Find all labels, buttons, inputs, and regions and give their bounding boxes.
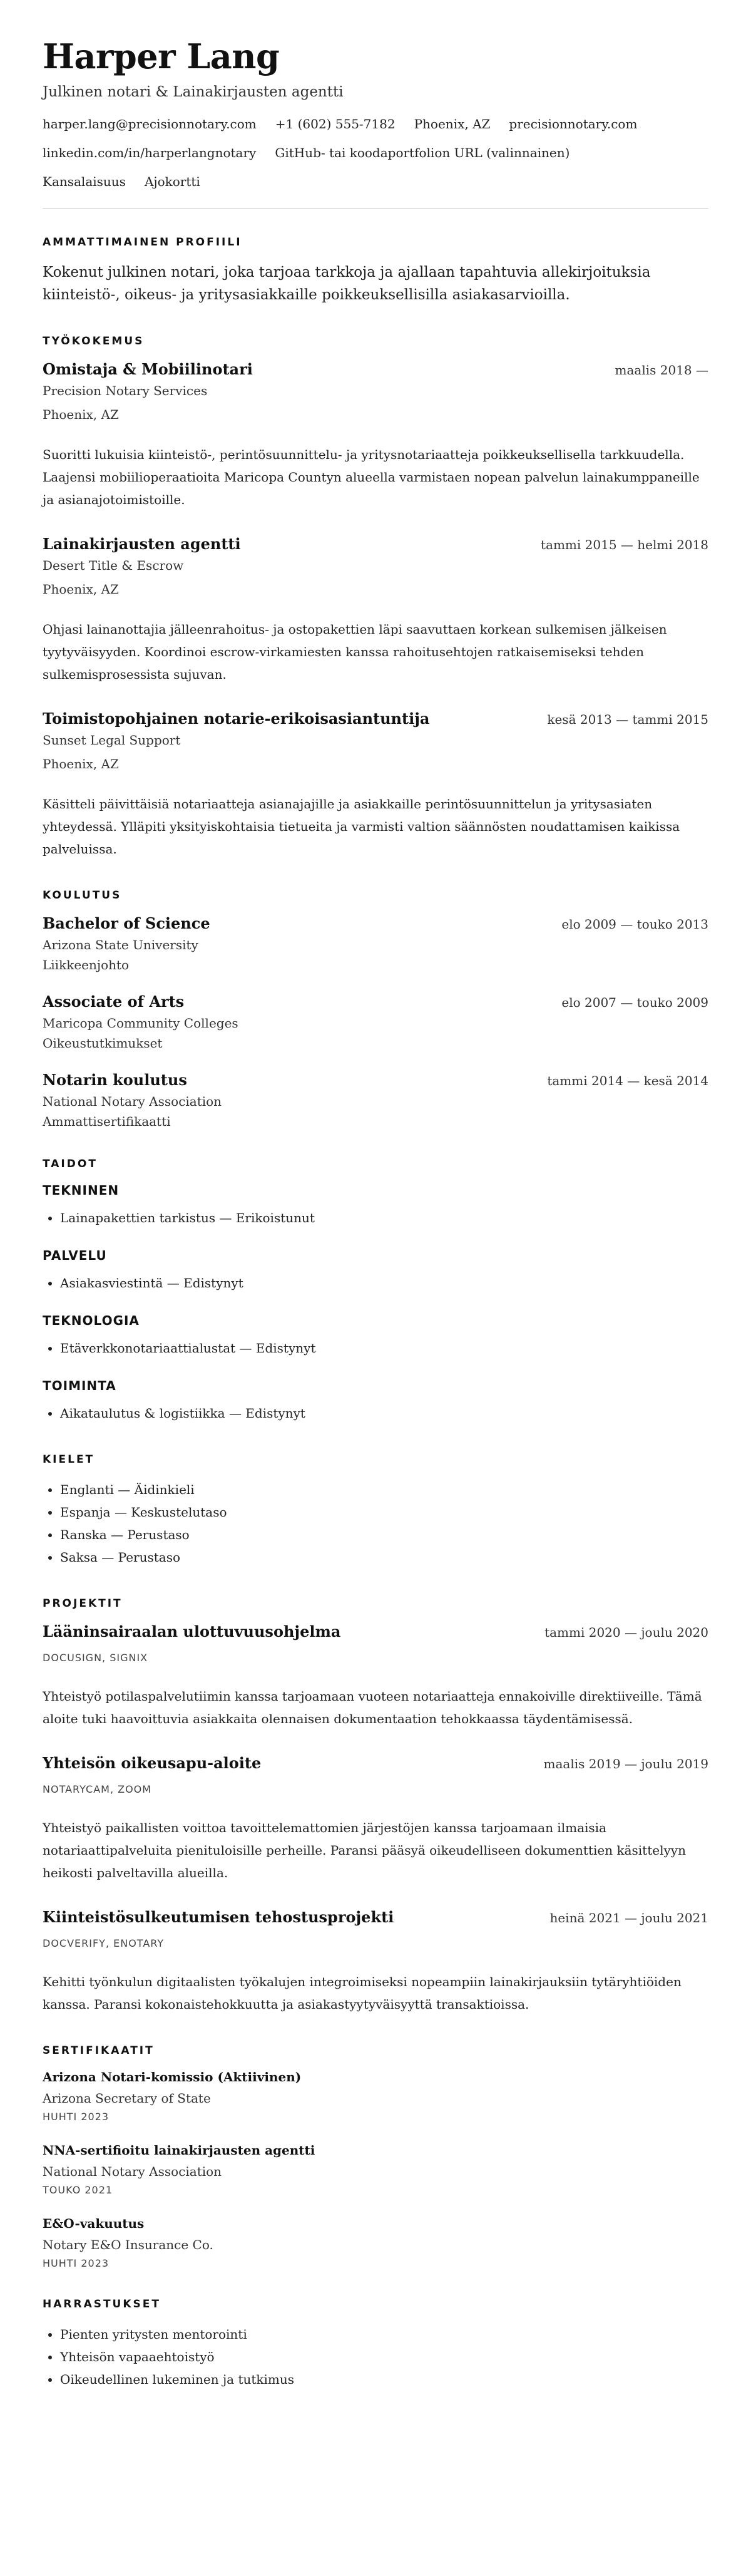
contact-row-2 [43, 145, 708, 160]
hobby-item: • Oikeudellinen lukeminen ja tutkimus [60, 2368, 708, 2391]
entry-location: Phoenix, AZ [43, 407, 119, 422]
section-title: KIELET [43, 1453, 95, 1466]
cert-date: HUHTI 2023 [43, 2111, 110, 2123]
entry-date: tammi 2015 — helmi 2018 [541, 537, 708, 552]
experience-entry [43, 709, 708, 860]
cert-issuer: National Notary Association [43, 2164, 222, 2179]
entry-title: Lainakirjausten agentti [43, 535, 241, 553]
school-name: Arizona State University [43, 937, 198, 952]
hobbies-section [43, 2298, 708, 2391]
section-title: PROJEKTIT [43, 1597, 123, 1610]
section-title: TAIDOT [43, 1158, 98, 1170]
license-text: Ajokortti [144, 174, 200, 189]
entry-title: Toimistopohjainen notarie-erikoisasiantuntija [43, 709, 430, 728]
location-text: Phoenix, AZ [414, 116, 491, 131]
entry-location: Phoenix, AZ [43, 582, 119, 597]
projects-section [43, 1597, 708, 2016]
person-name: Harper Lang [43, 36, 280, 76]
language-item: • Espanja — Keskustelutaso [60, 1501, 708, 1523]
study-field: Liikkeenjohto [43, 957, 130, 972]
job-title: Julkinen notari & Lainakirjausten agentti [43, 84, 344, 100]
contact-row-1 [43, 116, 708, 131]
entry-title: Omistaja & Mobiilinotari [43, 360, 253, 378]
school-name: Maricopa Community Colleges [43, 1016, 238, 1031]
section-title: SERTIFIKAATIT [43, 2044, 155, 2057]
school-name: National Notary Association [43, 1094, 222, 1109]
hobby-item: • Pienten yritysten mentorointi [60, 2323, 708, 2346]
experience-section [43, 335, 708, 860]
skill-item: • Aikataulutus & logistiikka — Edistynyt [60, 1402, 708, 1425]
degree-title: Notarin koulutus [43, 1071, 187, 1089]
project-entry [43, 1754, 708, 1884]
project-description: Kehitti työnkulun digitaalisten työkalujen integroimiseksi nopeampiin lainakirjauksiin tytäryhtiöiden kanssa. Paransi kokonaistehokkuutta ja asiakastyytyväisyyttä transaktioissa. [43, 1974, 682, 2012]
header-divider [43, 208, 708, 209]
languages-list [43, 1478, 708, 1569]
education-entry [43, 914, 708, 972]
skill-group [43, 1248, 708, 1294]
project-description: Yhteistyö potilaspalvelutiimin kanssa tarjoamaan vuoteen notariaatteja ennakoiville direktiiveille. Tämä aloite tuki haavoittuvia asiakkaita olennaisen dokumentaation tehokkaassa täydentämisessä. [43, 1689, 702, 1726]
cert-issuer: Arizona Secretary of State [43, 2091, 211, 2106]
skill-category: TEKNINEN [43, 1183, 120, 1198]
skill-group [43, 1313, 708, 1359]
project-tech: DOCVERIFY, ENOTARY [43, 1937, 165, 1949]
entry-company: Sunset Legal Support [43, 733, 181, 748]
skill-item: • Asiakasviestintä — Edistynyt [60, 1272, 708, 1294]
skill-group [43, 1378, 708, 1425]
profile-section [43, 236, 708, 306]
entry-date: maalis 2019 — joulu 2019 [543, 1756, 708, 1771]
section-title: KOULUTUS [43, 889, 122, 902]
project-title: Yhteisön oikeusapu-aloite [43, 1754, 262, 1772]
entry-date: maalis 2018 — [615, 363, 708, 378]
cert-name: E&O-vakuutus [43, 2216, 145, 2231]
github-link[interactable]: GitHub- tai koodaportfolion URL (valinnainen) [275, 145, 570, 160]
certifications-section [43, 2044, 708, 2269]
email-link[interactable]: harper.lang@precisionnotary.com [43, 116, 257, 131]
hobby-item: • Yhteisön vapaaehtoistyö [60, 2346, 708, 2368]
cert-date: TOUKO 2021 [43, 2184, 113, 2196]
education-entry [43, 1071, 708, 1129]
skills-section [43, 1158, 708, 1425]
entry-date: heinä 2021 — joulu 2021 [549, 1910, 708, 1925]
language-item: • Ranska — Perustaso [60, 1523, 708, 1546]
section-title: HARRASTUKSET [43, 2298, 161, 2311]
language-item: • Saksa — Perustaso [60, 1546, 708, 1569]
linkedin-link[interactable]: linkedin.com/in/harperlangnotary [43, 145, 257, 160]
cert-name: NNA-sertifioitu lainakirjausten agentti [43, 2143, 315, 2158]
section-title: TYÖKOKEMUS [43, 335, 145, 348]
certification-entry [43, 2216, 708, 2269]
skill-item: • Lainapakettien tarkistus — Erikoistunut [60, 1207, 708, 1229]
degree-title: Bachelor of Science [43, 914, 210, 932]
degree-title: Associate of Arts [43, 992, 185, 1011]
skill-category: TEKNOLOGIA [43, 1313, 140, 1328]
entry-description: Ohjasi lainanottajia jälleenrahoitus- ja ostopakettien läpi saavuttaen korkean sulkemisen jälkeisen tyytyväisyyden. Koordinoi escrow-virkamiesten kanssa rahoitusehtojen ratkaisemiseksi tehden sulkemisprosessista sujuvan. [43, 622, 667, 682]
skill-category: TOIMINTA [43, 1378, 116, 1393]
certification-entry [43, 2143, 708, 2196]
entry-description: Käsitteli päivittäisiä notariaatteja asianajajille ja asiakkaille perintösuunnittelun ja yritysasiaten yhteydessä. Ylläpiti yksityiskohtaisia tietueita ja varmisti valtion säännösten noudattamisen kaikissa palveluissa. [43, 796, 680, 857]
project-description: Yhteistyö paikallisten voittoa tavoittelemattomien järjestöjen kanssa tarjoamaan ilmaisia notariaattipalveluita pienituloisille perheille. Paransi pääsyä oikeudelliseen dokumenttien käsittelyyn heikosti palveltavilla alueilla. [43, 1820, 686, 1880]
skill-category: PALVELU [43, 1248, 107, 1263]
languages-section [43, 1453, 708, 1569]
cert-issuer: Notary E&O Insurance Co. [43, 2237, 213, 2252]
skill-item: • Etäverkkonotariaattialustat — Edistynyt [60, 1337, 708, 1359]
entry-date: elo 2009 — touko 2013 [561, 917, 708, 932]
resume-header [43, 36, 708, 189]
profile-text: Kokenut julkinen notari, joka tarjoaa tarkkoja ja ajallaan tapahtuvia allekirjoituksia kiinteistö-, oikeus- ja yritysasiakkaille poikkeuksellisilla asiakasarvioilla. [43, 264, 651, 303]
language-item: • Englanti — Äidinkieli [60, 1478, 708, 1501]
hobbies-list [43, 2323, 708, 2391]
certification-entry [43, 2069, 708, 2123]
skill-group [43, 1183, 708, 1229]
project-entry [43, 1908, 708, 2016]
study-field: Oikeustutkimukset [43, 1036, 163, 1051]
website-link[interactable]: precisionnotary.com [509, 116, 638, 131]
entry-date: kesä 2013 — tammi 2015 [547, 712, 708, 727]
project-tech: DOCUSIGN, SIGNIX [43, 1652, 148, 1664]
entry-date: tammi 2020 — joulu 2020 [544, 1625, 708, 1640]
entry-description: Suoritti lukuisia kiinteistö-, perintösuunnittelu- ja yritysnotariaatteja poikkeuksellisella tarkkuudella. Laajensi mobiilioperaatioita Maricopa Countyn alueella varmistaen nopean palvelun lainakumppaneille ja asianajotoimistoille. [43, 447, 700, 507]
cert-name: Arizona Notari-komissio (Aktiivinen) [43, 2069, 302, 2084]
contact-row-3 [43, 174, 708, 189]
nationality-text: Kansalaisuus [43, 174, 126, 189]
entry-location: Phoenix, AZ [43, 756, 119, 771]
project-tech: NOTARYCAM, ZOOM [43, 1783, 152, 1795]
section-title: AMMATTIMAINEN PROFIILI [43, 236, 242, 249]
experience-entry [43, 360, 708, 511]
phone-text: +1 (602) 555-7182 [275, 116, 396, 131]
entry-date: elo 2007 — touko 2009 [561, 995, 708, 1010]
entry-company: Desert Title & Escrow [43, 558, 184, 573]
project-title: Lääninsairaalan ulottuvuusohjelma [43, 1622, 341, 1641]
entry-company: Precision Notary Services [43, 383, 208, 398]
cert-date: HUHTI 2023 [43, 2257, 110, 2269]
entry-date: tammi 2014 — kesä 2014 [547, 1073, 708, 1088]
project-title: Kiinteistösulkeutumisen tehostusprojekti [43, 1908, 394, 1926]
education-entry [43, 992, 708, 1051]
experience-entry [43, 535, 708, 686]
study-field: Ammattisertifikaatti [43, 1114, 171, 1129]
education-section [43, 889, 708, 1129]
project-entry [43, 1622, 708, 1730]
